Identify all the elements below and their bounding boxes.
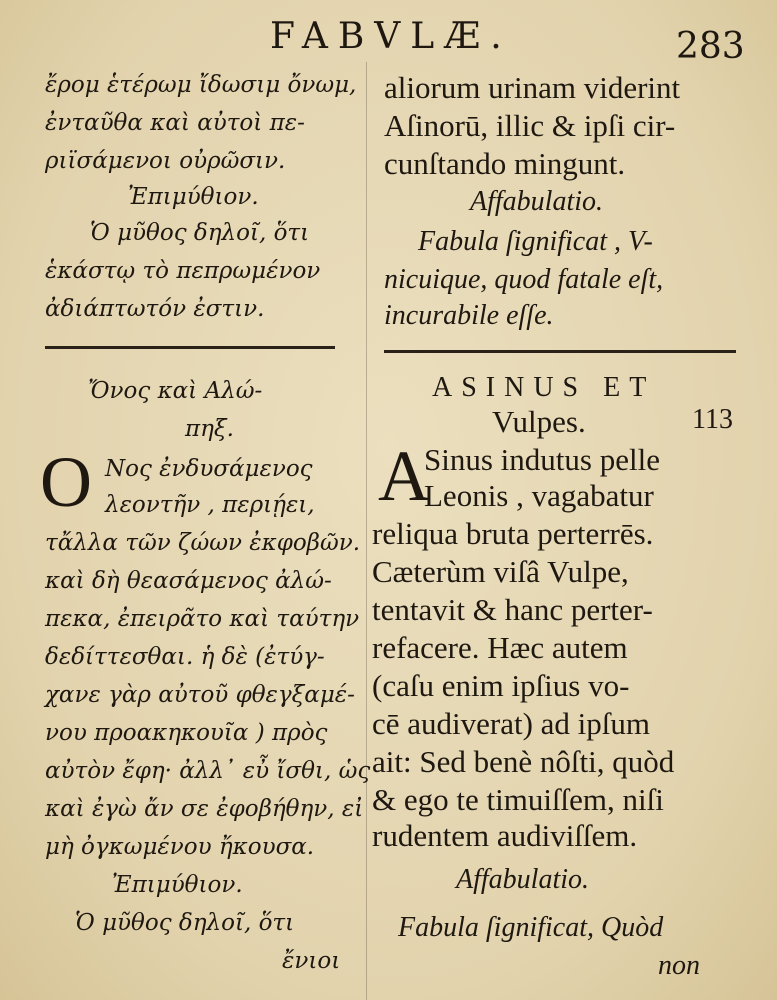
left-continuation-line: ἐνταῦθα καὶ αὐτοὶ πε- <box>45 110 305 136</box>
fable-line: λεοντῆν , περιῄει, <box>105 492 315 518</box>
epimythion-line: ἀδιάπτωτόν ἐστιν. <box>45 296 265 322</box>
affabulatio-line: incurabile eſſe. <box>384 300 554 331</box>
fable-line: μὴ ὀγκωμένου ἤκουσα. <box>45 834 315 860</box>
epimythion-line: ἑκάστῳ τὸ πεπρωμένον <box>45 258 321 284</box>
section-rule <box>45 346 335 349</box>
epimythion-line: Ὁ μῦθος δηλοῖ, ὅτι <box>75 910 295 936</box>
drop-cap: O <box>40 442 92 522</box>
left-continuation-line: ριϊσάμενοι οὐρῶσιν. <box>45 148 286 174</box>
fable-line: ait: Sed benè nôſti, quòd <box>372 744 675 779</box>
fable-line: αὐτὸν ἔφη· ἀλλ᾽ εὖ ἴσθι, ὡς <box>45 758 371 784</box>
affabulatio-line: nicuique, quod fatale eſt, <box>384 264 664 295</box>
column-gutter <box>366 62 367 1000</box>
fable-line: cē audiverat) ad ipſum <box>372 706 651 741</box>
affabulatio-line: Fabula ſignificat, Quòd <box>398 912 664 943</box>
fable-line: καὶ ἐγὼ ἄν σε ἐφοβήθην, εἰ <box>45 796 364 822</box>
epimythion-heading: Ἐπιμύθιον. <box>128 184 259 210</box>
fable-line: Cæterùm viſâ Vulpe, <box>372 554 629 589</box>
fable-number: 113 <box>692 404 733 435</box>
affabulatio-heading: Affabulatio. <box>456 864 589 895</box>
epimythion-line: Ὁ μῦθος δηλοῖ, ὅτι <box>90 220 310 246</box>
left-continuation-line: ἔρομ ἑτέρωμ ἴδωσιμ ὄνωμ, <box>45 72 357 98</box>
fable-line: χανε γὰρ αὐτοῦ φθεγξαμέ- <box>45 682 355 708</box>
fable-line: νου προακηκουῖα ) πρὸς <box>45 720 328 746</box>
page-number: 283 <box>676 26 745 67</box>
fable-title: ASINUS ET <box>432 372 656 403</box>
fable-line: δεδίττεσθαι. ἡ δὲ (ἐτύγ- <box>45 644 325 670</box>
fable-title: Vulpes. <box>492 404 586 439</box>
fable-line: καὶ δὴ θεασάμενος ἀλώ- <box>45 568 332 594</box>
fable-line: Νος ἐνδυσάμενος <box>105 456 313 482</box>
fable-line: & ego te timuiſſem, niſi <box>372 782 664 817</box>
fable-line: τἄλλα τῶν ζώων ἐκφοβῶν. <box>45 530 361 556</box>
right-continuation-line: Aſinorū, illic & ipſi cir- <box>384 108 676 143</box>
fable-title: Ὄνος καὶ Αλώ- <box>88 378 263 404</box>
section-rule <box>384 350 736 353</box>
fable-line: πεκα, ἐπειρᾶτο καὶ ταύτην <box>45 606 360 632</box>
drop-cap: A <box>378 436 430 516</box>
affabulatio-line: Fabula ſignificat , V- <box>418 226 653 257</box>
fable-line: tentavit & hanc perter- <box>372 592 653 627</box>
fable-line: refacere. Hæc autem <box>372 630 628 665</box>
catchword: non <box>658 950 700 981</box>
fable-line: (caſu enim ipſius vo- <box>372 668 630 703</box>
fable-line: Leonis , vagabatur <box>424 478 654 513</box>
right-continuation-line: aliorum urinam viderint <box>384 70 681 105</box>
right-continuation-line: cunſtando mingunt. <box>384 146 626 181</box>
fable-line: rudentem audiviſſem. <box>372 818 638 853</box>
epimythion-heading: Ἐπιμύθιον. <box>112 872 243 898</box>
fable-line: reliqua bruta perterrēs. <box>372 516 654 551</box>
fable-title: πηξ. <box>185 416 234 442</box>
affabulatio-heading: Affabulatio. <box>470 186 603 217</box>
fable-line: Sinus indutus pelle <box>424 442 660 477</box>
running-title: FABVLÆ. <box>270 16 512 57</box>
catchword: ἔνιοι <box>282 948 341 974</box>
